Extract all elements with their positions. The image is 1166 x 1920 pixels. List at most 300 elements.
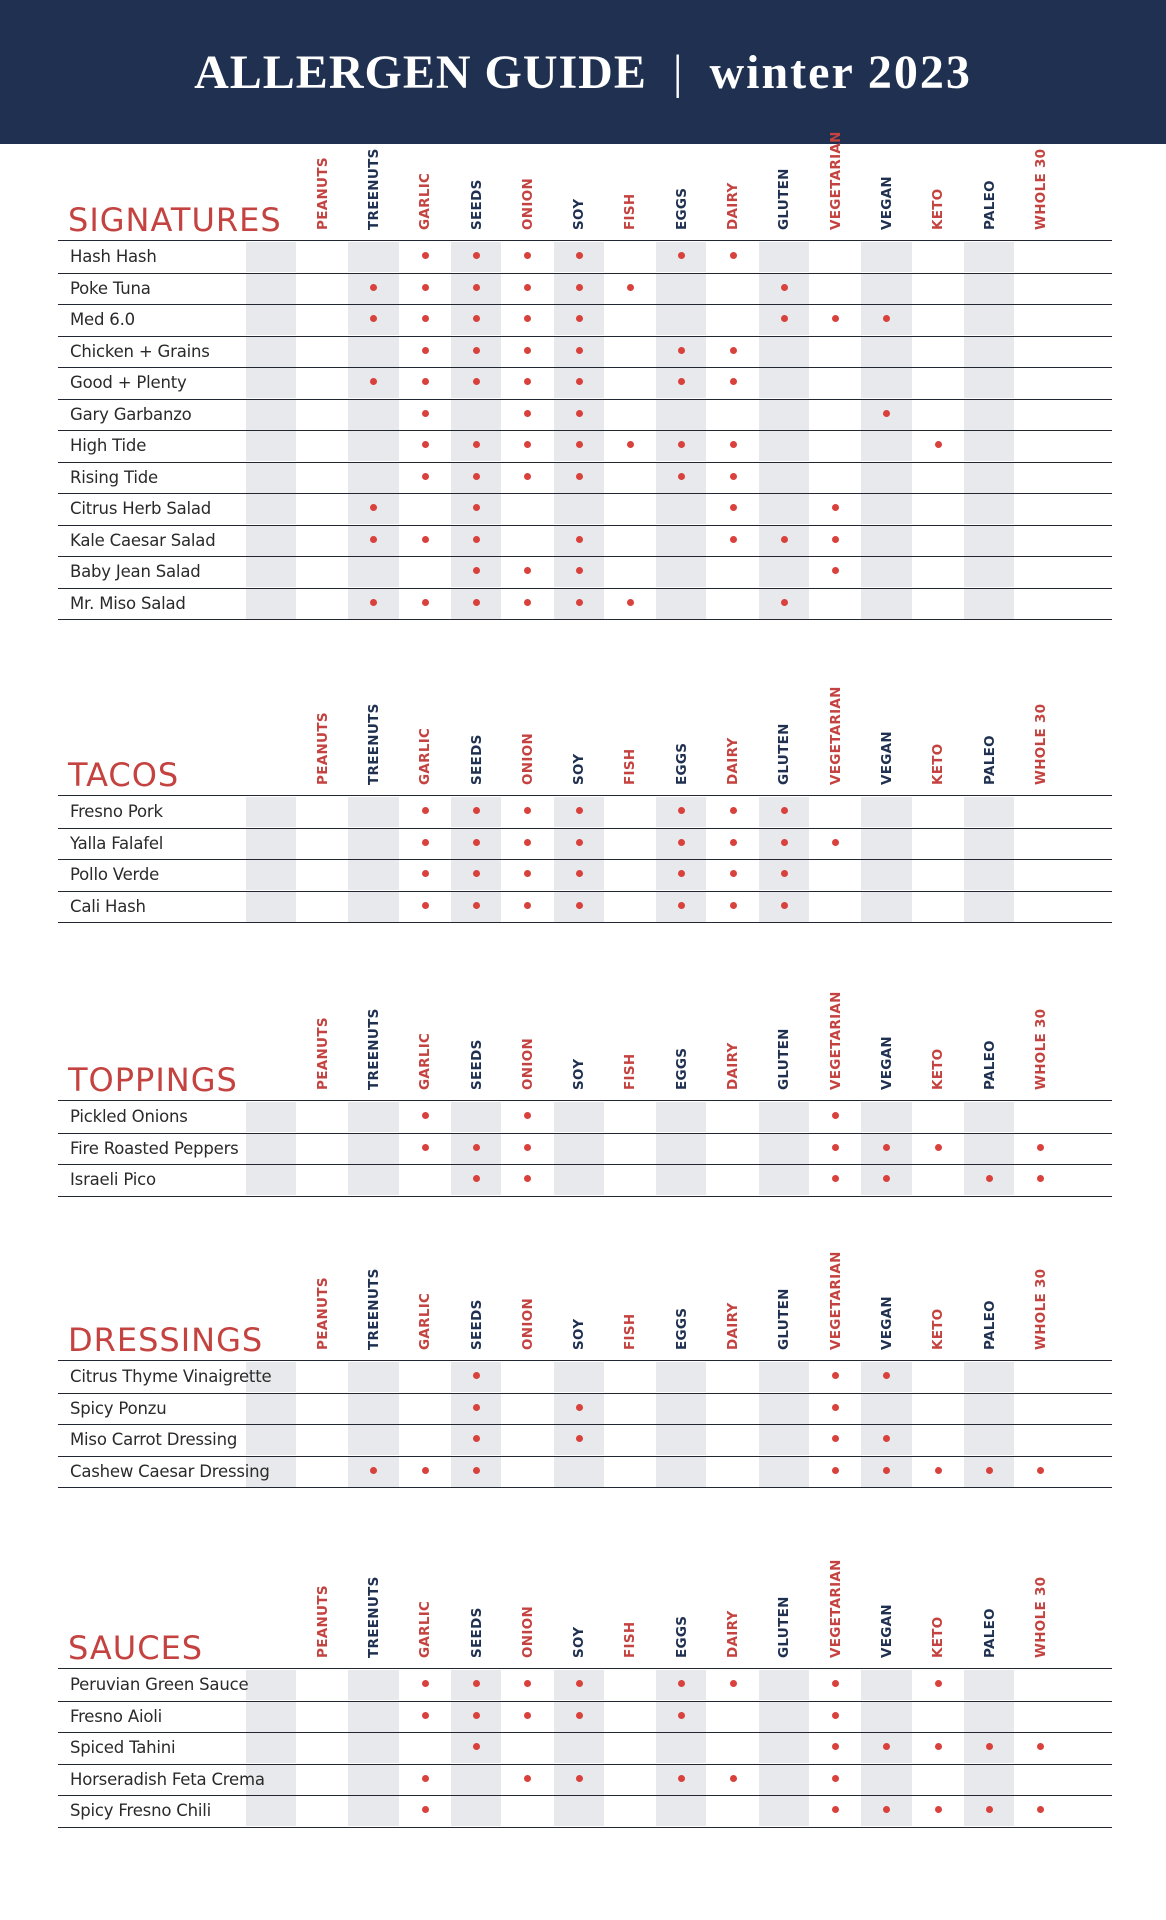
shaded-cell bbox=[759, 1796, 809, 1826]
allergen-dot-soy bbox=[576, 567, 583, 574]
allergen-dot-onion bbox=[524, 1144, 531, 1151]
spacer-cell bbox=[246, 1733, 296, 1763]
menu-item-name: High Tide bbox=[70, 436, 147, 455]
allergen-dot-dairy bbox=[730, 473, 737, 480]
column-header-label: PEANUTS bbox=[314, 1277, 331, 1350]
spacer-cell bbox=[246, 589, 296, 619]
shaded-cell bbox=[554, 1796, 604, 1826]
shaded-cell bbox=[964, 829, 1014, 859]
allergen-dot-paleo bbox=[986, 1467, 993, 1474]
menu-item-name: Spicy Ponzu bbox=[70, 1398, 167, 1418]
column-header-label: PEANUTS bbox=[314, 1585, 331, 1658]
column-header-label: PALEO bbox=[981, 1608, 998, 1658]
column-header-label: PEANUTS bbox=[314, 157, 331, 230]
table-row bbox=[58, 557, 1112, 589]
allergen-dot-onion bbox=[524, 567, 531, 574]
allergen-dot-garlic bbox=[422, 1144, 429, 1151]
column-header-label: VEGETARIAN bbox=[827, 991, 844, 1090]
allergen-dot-seeds bbox=[473, 1743, 480, 1750]
allergen-dot-soy bbox=[576, 807, 583, 814]
allergen-dot-whole-30 bbox=[1037, 1806, 1044, 1813]
allergen-dot-fish bbox=[627, 441, 634, 448]
allergen-dot-eggs bbox=[678, 1712, 685, 1719]
shaded-cell bbox=[964, 1102, 1014, 1132]
allergen-table bbox=[58, 1668, 1112, 1828]
column-header-label: VEGAN bbox=[878, 176, 895, 230]
column-header-label: DAIRY bbox=[725, 737, 742, 785]
allergen-dot-dairy bbox=[730, 504, 737, 511]
allergen-dot-seeds bbox=[473, 536, 480, 543]
shaded-cell bbox=[759, 400, 809, 430]
allergen-dot-onion bbox=[524, 1712, 531, 1719]
shaded-cell bbox=[348, 860, 398, 890]
allergen-dot-onion bbox=[524, 441, 531, 448]
menu-item-name: Med 6.0 bbox=[70, 310, 135, 329]
menu-item-name: Baby Jean Salad bbox=[70, 562, 201, 581]
menu-item-name: Citrus Herb Salad bbox=[70, 499, 212, 518]
menu-item-name: Mr. Miso Salad bbox=[70, 593, 186, 613]
shaded-cell bbox=[759, 1362, 809, 1392]
shaded-cell bbox=[348, 1425, 398, 1455]
allergen-dot-gluten bbox=[781, 870, 788, 877]
table-row bbox=[58, 829, 1112, 861]
column-header-label: KETO bbox=[930, 188, 947, 230]
table-row bbox=[58, 463, 1112, 495]
shaded-cell bbox=[554, 1165, 604, 1195]
allergen-dot-garlic bbox=[422, 284, 429, 291]
allergen-dot-garlic bbox=[422, 347, 429, 354]
shaded-cell bbox=[964, 1134, 1014, 1164]
column-header-label: PALEO bbox=[981, 735, 998, 785]
shaded-cell bbox=[656, 1457, 706, 1487]
allergen-dot-treenuts bbox=[370, 536, 377, 543]
shaded-cell bbox=[348, 1670, 398, 1700]
allergen-dot-seeds bbox=[473, 441, 480, 448]
column-header-label: EGGS bbox=[673, 742, 690, 785]
allergen-dot-soy bbox=[576, 902, 583, 909]
column-header-label: SEEDS bbox=[468, 1299, 485, 1350]
allergen-dot-onion bbox=[524, 378, 531, 385]
shaded-cell bbox=[348, 337, 398, 367]
shaded-cell bbox=[861, 463, 911, 493]
spacer-cell bbox=[246, 274, 296, 304]
table-row bbox=[58, 589, 1112, 621]
menu-item-name: Yalla Falafel bbox=[70, 833, 164, 853]
allergen-dot-dairy bbox=[730, 1775, 737, 1782]
allergen-dot-garlic bbox=[422, 410, 429, 417]
shaded-cell bbox=[964, 1362, 1014, 1392]
column-header-label: GARLIC bbox=[417, 1032, 434, 1090]
shaded-cell bbox=[348, 892, 398, 922]
allergen-dot-soy bbox=[576, 252, 583, 259]
shaded-cell bbox=[964, 274, 1014, 304]
shaded-cell bbox=[656, 1362, 706, 1392]
allergen-dot-soy bbox=[576, 1435, 583, 1442]
allergen-dot-seeds bbox=[473, 473, 480, 480]
column-header-label: SOY bbox=[571, 1626, 588, 1658]
table-row bbox=[58, 400, 1112, 432]
shaded-cell bbox=[861, 368, 911, 398]
allergen-dot-seeds bbox=[473, 252, 480, 259]
shaded-cell bbox=[656, 557, 706, 587]
column-header-label: FISH bbox=[622, 1621, 639, 1658]
column-header-label: WHOLE 30 bbox=[1032, 1008, 1049, 1090]
allergen-dot-vegan bbox=[883, 1467, 890, 1474]
shaded-cell bbox=[348, 1394, 398, 1424]
allergen-dot-soy bbox=[576, 410, 583, 417]
table-row bbox=[58, 242, 1112, 274]
column-header-label: WHOLE 30 bbox=[1032, 1268, 1049, 1350]
allergen-dot-vegan bbox=[883, 1144, 890, 1151]
spacer-cell bbox=[246, 797, 296, 827]
spacer-cell bbox=[246, 305, 296, 335]
title-separator: | bbox=[672, 45, 684, 99]
allergen-dot-garlic bbox=[422, 1680, 429, 1687]
allergen-dot-vegetarian bbox=[832, 1175, 839, 1182]
column-header-label: KETO bbox=[930, 1308, 947, 1350]
column-header-label: WHOLE 30 bbox=[1032, 1576, 1049, 1658]
allergen-dot-soy bbox=[576, 315, 583, 322]
allergen-dot-soy bbox=[576, 599, 583, 606]
allergen-dot-soy bbox=[576, 870, 583, 877]
spacer-cell bbox=[246, 1702, 296, 1732]
menu-item-name: Chicken + Grains bbox=[70, 341, 210, 361]
menu-item-name: Horseradish Feta Crema bbox=[70, 1769, 265, 1789]
section-title: SAUCES bbox=[68, 1629, 204, 1667]
column-header-label: SOY bbox=[571, 1058, 588, 1090]
column-header-label: SEEDS bbox=[468, 1607, 485, 1658]
allergen-dot-seeds bbox=[473, 1144, 480, 1151]
allergen-dot-seeds bbox=[473, 839, 480, 846]
column-header-label: GARLIC bbox=[417, 1600, 434, 1658]
shaded-cell bbox=[451, 1796, 501, 1826]
allergen-dot-whole-30 bbox=[1037, 1144, 1044, 1151]
allergen-dot-gluten bbox=[781, 599, 788, 606]
allergen-dot-vegetarian bbox=[832, 315, 839, 322]
column-header-label: SOY bbox=[571, 753, 588, 785]
allergen-dot-vegetarian bbox=[832, 536, 839, 543]
allergen-dot-dairy bbox=[730, 839, 737, 846]
allergen-dot-vegetarian bbox=[832, 567, 839, 574]
menu-item-name: Cashew Caesar Dressing bbox=[70, 1461, 270, 1481]
shaded-cell bbox=[759, 1457, 809, 1487]
column-header-label: KETO bbox=[930, 1048, 947, 1090]
column-header-label: PALEO bbox=[981, 1300, 998, 1350]
allergen-dot-onion bbox=[524, 284, 531, 291]
allergen-dot-soy bbox=[576, 378, 583, 385]
shaded-cell bbox=[964, 1765, 1014, 1795]
shaded-cell bbox=[861, 1702, 911, 1732]
table-row bbox=[58, 1165, 1112, 1197]
allergen-table bbox=[58, 795, 1112, 923]
column-header-label: FISH bbox=[622, 1053, 639, 1090]
shaded-cell bbox=[656, 1165, 706, 1195]
allergen-dot-gluten bbox=[781, 807, 788, 814]
column-header-label: WHOLE 30 bbox=[1032, 148, 1049, 230]
shaded-cell bbox=[861, 892, 911, 922]
shaded-cell bbox=[759, 1165, 809, 1195]
guide-title: ALLERGEN GUIDE bbox=[194, 45, 647, 99]
allergen-dot-onion bbox=[524, 347, 531, 354]
shaded-cell bbox=[759, 1765, 809, 1795]
column-header-label: SOY bbox=[571, 198, 588, 230]
shaded-cell bbox=[964, 1394, 1014, 1424]
allergen-dot-seeds bbox=[473, 599, 480, 606]
allergen-dot-keto bbox=[935, 1680, 942, 1687]
menu-item-name: Cali Hash bbox=[70, 896, 146, 916]
allergen-dot-keto bbox=[935, 1144, 942, 1151]
allergen-dot-garlic bbox=[422, 441, 429, 448]
shaded-cell bbox=[348, 829, 398, 859]
table-row bbox=[58, 337, 1112, 369]
column-header-label: FISH bbox=[622, 748, 639, 785]
shaded-cell bbox=[759, 1670, 809, 1700]
shaded-cell bbox=[656, 400, 706, 430]
table-top-rule bbox=[58, 795, 1112, 796]
column-header-label: SEEDS bbox=[468, 1039, 485, 1090]
column-header-label: PALEO bbox=[981, 1040, 998, 1090]
allergen-dot-soy bbox=[576, 347, 583, 354]
column-header-label: VEGAN bbox=[878, 1604, 895, 1658]
table-row bbox=[58, 1394, 1112, 1426]
allergen-dot-garlic bbox=[422, 839, 429, 846]
table-row bbox=[58, 1702, 1112, 1734]
spacer-cell bbox=[246, 526, 296, 556]
shaded-cell bbox=[861, 589, 911, 619]
table-row bbox=[58, 1733, 1112, 1765]
allergen-dot-vegetarian bbox=[832, 1680, 839, 1687]
allergen-dot-soy bbox=[576, 1712, 583, 1719]
allergen-dot-soy bbox=[576, 839, 583, 846]
shaded-cell bbox=[964, 368, 1014, 398]
allergen-dot-keto bbox=[935, 441, 942, 448]
table-top-rule bbox=[58, 240, 1112, 241]
spacer-cell bbox=[246, 463, 296, 493]
shaded-cell bbox=[861, 557, 911, 587]
allergen-dot-soy bbox=[576, 1775, 583, 1782]
shaded-cell bbox=[964, 400, 1014, 430]
table-row bbox=[58, 305, 1112, 337]
allergen-dot-garlic bbox=[422, 1112, 429, 1119]
allergen-dot-seeds bbox=[473, 1467, 480, 1474]
allergen-dot-eggs bbox=[678, 902, 685, 909]
shaded-cell bbox=[348, 463, 398, 493]
menu-item-name: Miso Carrot Dressing bbox=[70, 1430, 238, 1449]
column-header-label: GLUTEN bbox=[776, 1596, 793, 1658]
allergen-dot-vegetarian bbox=[832, 1372, 839, 1379]
allergen-dot-treenuts bbox=[370, 1467, 377, 1474]
spacer-cell bbox=[246, 494, 296, 524]
column-header-label: PEANUTS bbox=[314, 712, 331, 785]
allergen-dot-seeds bbox=[473, 378, 480, 385]
table-row bbox=[58, 1457, 1112, 1489]
allergen-dot-dairy bbox=[730, 347, 737, 354]
column-header-label: SOY bbox=[571, 1318, 588, 1350]
allergen-dot-seeds bbox=[473, 870, 480, 877]
allergen-table bbox=[58, 1100, 1112, 1197]
menu-item-name: Good + Plenty bbox=[70, 373, 187, 392]
allergen-dot-eggs bbox=[678, 347, 685, 354]
column-header-label: TREENUTS bbox=[365, 148, 382, 230]
shaded-cell bbox=[656, 1134, 706, 1164]
allergen-dot-soy bbox=[576, 441, 583, 448]
column-header-label: TREENUTS bbox=[365, 1008, 382, 1090]
shaded-cell bbox=[656, 1394, 706, 1424]
table-row bbox=[58, 431, 1112, 463]
table-top-rule bbox=[58, 1668, 1112, 1669]
allergen-dot-gluten bbox=[781, 902, 788, 909]
allergen-dot-vegetarian bbox=[832, 504, 839, 511]
shaded-cell bbox=[964, 860, 1014, 890]
column-header-label: PALEO bbox=[981, 180, 998, 230]
allergen-dot-treenuts bbox=[370, 599, 377, 606]
column-header-label: EGGS bbox=[673, 1047, 690, 1090]
column-header-label: GARLIC bbox=[417, 1292, 434, 1350]
allergen-dot-dairy bbox=[730, 536, 737, 543]
allergen-dot-onion bbox=[524, 599, 531, 606]
shaded-cell bbox=[348, 1134, 398, 1164]
allergen-dot-dairy bbox=[730, 902, 737, 909]
menu-item-name: Gary Garbanzo bbox=[70, 404, 192, 424]
shaded-cell bbox=[451, 1765, 501, 1795]
shaded-cell bbox=[861, 1765, 911, 1795]
spacer-cell bbox=[246, 1165, 296, 1195]
shaded-cell bbox=[554, 494, 604, 524]
table-row bbox=[58, 892, 1112, 924]
column-header-label: TREENUTS bbox=[365, 1576, 382, 1658]
shaded-cell bbox=[348, 1165, 398, 1195]
table-top-rule bbox=[58, 1100, 1112, 1101]
shaded-cell bbox=[656, 1796, 706, 1826]
menu-item-name: Fresno Pork bbox=[70, 802, 163, 821]
allergen-dot-soy bbox=[576, 1404, 583, 1411]
allergen-dot-vegetarian bbox=[832, 839, 839, 846]
allergen-dot-seeds bbox=[473, 1712, 480, 1719]
column-header-label: GARLIC bbox=[417, 172, 434, 230]
table-row bbox=[58, 274, 1112, 306]
table-row bbox=[58, 1796, 1112, 1828]
shaded-cell bbox=[964, 494, 1014, 524]
allergen-dot-seeds bbox=[473, 567, 480, 574]
menu-item-name: Citrus Thyme Vinaigrette bbox=[70, 1367, 272, 1386]
allergen-dot-garlic bbox=[422, 902, 429, 909]
column-header-label: EGGS bbox=[673, 187, 690, 230]
section-title: TACOS bbox=[68, 756, 180, 794]
table-row bbox=[58, 368, 1112, 400]
table-row bbox=[58, 1670, 1112, 1702]
allergen-dot-onion bbox=[524, 473, 531, 480]
allergen-dot-garlic bbox=[422, 599, 429, 606]
spacer-cell bbox=[246, 892, 296, 922]
column-header-label: GLUTEN bbox=[776, 1288, 793, 1350]
spacer-cell bbox=[246, 829, 296, 859]
section-title: TOPPINGS bbox=[68, 1061, 238, 1099]
allergen-dot-seeds bbox=[473, 807, 480, 814]
shaded-cell bbox=[451, 400, 501, 430]
column-header-label: KETO bbox=[930, 1616, 947, 1658]
shaded-cell bbox=[964, 892, 1014, 922]
allergen-dot-garlic bbox=[422, 807, 429, 814]
allergen-dot-garlic bbox=[422, 870, 429, 877]
column-header-label: ONION bbox=[519, 177, 536, 230]
shaded-cell bbox=[656, 526, 706, 556]
menu-item-name: Fresno Aioli bbox=[70, 1706, 162, 1726]
shaded-cell bbox=[861, 1102, 911, 1132]
allergen-dot-paleo bbox=[986, 1743, 993, 1750]
allergen-dot-vegetarian bbox=[832, 1435, 839, 1442]
shaded-cell bbox=[348, 400, 398, 430]
allergen-dot-garlic bbox=[422, 1712, 429, 1719]
shaded-cell bbox=[861, 431, 911, 461]
shaded-cell bbox=[964, 589, 1014, 619]
column-header-label: ONION bbox=[519, 732, 536, 785]
shaded-cell bbox=[964, 431, 1014, 461]
allergen-dot-seeds bbox=[473, 284, 480, 291]
allergen-dot-garlic bbox=[422, 1775, 429, 1782]
allergen-dot-keto bbox=[935, 1743, 942, 1750]
column-header-label: VEGETARIAN bbox=[827, 686, 844, 785]
allergen-dot-seeds bbox=[473, 504, 480, 511]
column-header-label: SEEDS bbox=[468, 734, 485, 785]
shaded-cell bbox=[759, 337, 809, 367]
shaded-cell bbox=[759, 431, 809, 461]
shaded-cell bbox=[759, 1733, 809, 1763]
shaded-cell bbox=[861, 797, 911, 827]
allergen-dot-vegan bbox=[883, 410, 890, 417]
shaded-cell bbox=[656, 1425, 706, 1455]
table-row bbox=[58, 860, 1112, 892]
spacer-cell bbox=[246, 1134, 296, 1164]
allergen-dot-seeds bbox=[473, 1404, 480, 1411]
allergen-dot-soy bbox=[576, 473, 583, 480]
column-header-label: GLUTEN bbox=[776, 168, 793, 230]
allergen-dot-garlic bbox=[422, 1806, 429, 1813]
shaded-cell bbox=[348, 1702, 398, 1732]
spacer-cell bbox=[246, 368, 296, 398]
allergen-dot-dairy bbox=[730, 252, 737, 259]
allergen-dot-onion bbox=[524, 902, 531, 909]
shaded-cell bbox=[451, 1102, 501, 1132]
allergen-dot-vegetarian bbox=[832, 1743, 839, 1750]
allergen-dot-whole-30 bbox=[1037, 1743, 1044, 1750]
shaded-cell bbox=[348, 557, 398, 587]
allergen-dot-fish bbox=[627, 599, 634, 606]
allergen-dot-onion bbox=[524, 1680, 531, 1687]
table-top-rule bbox=[58, 1360, 1112, 1361]
menu-item-name: Peruvian Green Sauce bbox=[70, 1675, 249, 1694]
allergen-dot-vegetarian bbox=[832, 1712, 839, 1719]
table-row bbox=[58, 1362, 1112, 1394]
allergen-dot-keto bbox=[935, 1467, 942, 1474]
shaded-cell bbox=[861, 526, 911, 556]
allergen-dot-dairy bbox=[730, 441, 737, 448]
shaded-cell bbox=[964, 1702, 1014, 1732]
allergen-dot-soy bbox=[576, 536, 583, 543]
shaded-cell bbox=[861, 494, 911, 524]
shaded-cell bbox=[554, 1362, 604, 1392]
shaded-cell bbox=[861, 242, 911, 272]
allergen-table bbox=[58, 1360, 1112, 1488]
column-header-label: DAIRY bbox=[725, 182, 742, 230]
allergen-dot-paleo bbox=[986, 1806, 993, 1813]
shaded-cell bbox=[861, 1394, 911, 1424]
shaded-cell bbox=[964, 1670, 1014, 1700]
menu-item-name: Israeli Pico bbox=[70, 1170, 156, 1189]
column-header-label: EGGS bbox=[673, 1615, 690, 1658]
allergen-dot-seeds bbox=[473, 347, 480, 354]
column-header-label: KETO bbox=[930, 743, 947, 785]
column-header-label: ONION bbox=[519, 1297, 536, 1350]
